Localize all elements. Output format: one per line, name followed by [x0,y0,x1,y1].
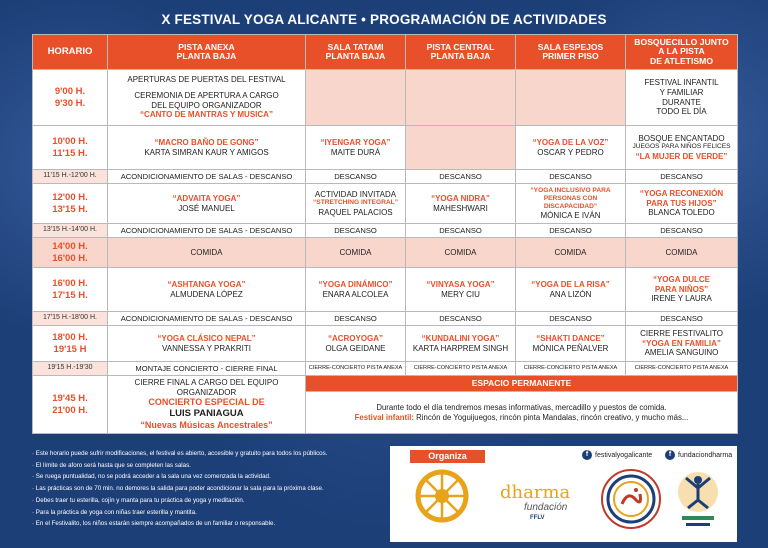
notes-list [32,448,372,530]
organiza-label: Organiza [410,450,485,463]
page-title: X FESTIVAL YOGA ALICANTE • PROGRAMACIÓN DE ACTIVIDADES [161,12,607,27]
table-row [33,326,738,362]
activity-cell: ACTIVIDAD INVITADA “STRETCHING INTEGRAL” RAQUEL PALACIOS [306,184,406,224]
table-row [33,126,738,170]
time-cell: 12'00 H. 13'15 H. [33,184,108,224]
note-item: · Debes traer tu esterilla, cojín y manta para tu práctica de yoga y meditación. [32,496,245,504]
descanso-cell: DESCANSO [406,224,516,238]
social-festival[interactable] [582,450,652,460]
activity-cell: BOSQUE ENCANTADO JUEGOS PARA NIÑOS FELICES “LA MUJER DE VERDE” [626,126,738,170]
time-cell: 19'15 H.-19'30 [33,362,108,376]
activity-cell: APERTURAS DE PUERTAS DEL FESTIVAL CEREMONIA DE APERTURA A CARGO DEL EQUIPO ORGANIZADOR “CANTO DE MANTRAS Y MUSICA” [108,70,306,126]
time-cell: 11'15 H.-12'00 H. [33,170,108,184]
activity-cell: CIERRE FESTIVALITO “YOGA EN FAMILIA” AMELIA SANGUINO [626,326,738,362]
header-sala-tatami: SALA TATAMI PLANTA BAJA [306,35,406,70]
header-row [33,35,738,70]
comida-cell: COMIDA [306,238,406,268]
time-cell: 10'00 H. 11'15 H. [33,126,108,170]
facebook-icon: f [582,450,592,460]
time-cell: 18'00 H. 19'15 H [33,326,108,362]
activity-cell: “ACROYOGA” OLGA GEIDANE [306,326,406,362]
descanso-cell: DESCANSO [406,312,516,326]
cierre-cell: CIERRE-CONCIERTO PISTA ANEXA [626,362,738,376]
fflv-text: FFLV [530,515,545,521]
descanso-cell: DESCANSO [516,224,626,238]
activity-cell: “YOGA DULCE PARA NIÑOS” IRENE Y LAURA [626,268,738,312]
descanso-cell: ACONDICIONAMIENTO DE SALAS - DESCANSO [108,224,306,238]
descanso-cell: DESCANSO [626,224,738,238]
note-item: · El límite de aforo será hasta que se completen las salas. [32,461,191,469]
activity-cell: “YOGA DINÁMICO” ENARA ALCOLEA [306,268,406,312]
activity-cell: “YOGA RECONEXIÓN PARA TUS HIJOS” BLANCA TOLEDO [626,184,738,224]
empty-cell [516,70,626,126]
sponsor-panel [390,446,737,542]
note-item: · En el Festivalito, los niños estarán siempre acompañados de un familiar o responsable. [32,520,276,528]
time-cell: 9'00 H. 9'30 H. [33,70,108,126]
header-pista-anexa: PISTA ANEXA PLANTA BAJA [108,35,306,70]
descanso-cell: DESCANSO [306,224,406,238]
activity-cell: “ASHTANGA YOGA” ALMUDENA LÓPEZ [108,268,306,312]
activity-cell: “SHAKTI DANCE” MÓNICA PEÑALVER [516,326,626,362]
time-cell: 13'15 H.-14'00 H. [33,224,108,238]
empty-cell [406,126,516,170]
time-cell: 19'45 H. 21'00 H. [33,376,108,434]
descanso-cell: ACONDICIONAMIENTO DE SALAS - DESCANSO [108,170,306,184]
social-handle: fundaciondharma [678,451,733,459]
activity-cell: “IYENGAR YOGA” MAITE DURÁ [306,126,406,170]
table-row [33,376,738,392]
descanso-cell: DESCANSO [516,312,626,326]
comida-cell: COMIDA [406,238,516,268]
note-item: · Se ruega puntualidad, no se podrá acceder a la sala una vez comenzada la actividad. [32,473,271,481]
espacio-permanente-title: ESPACIO PERMANENTE [306,376,738,392]
time-cell: 17'15 H.-18'00 H. [33,312,108,326]
social-handle: festivalyogalicante [595,451,653,459]
table-row [33,170,738,184]
cierre-cell: CIERRE-CONCIERTO PISTA ANEXA [516,362,626,376]
comida-cell: COMIDA [626,238,738,268]
facebook-icon: f [665,450,675,460]
activity-cell: FESTIVAL INFANTIL Y FAMILIAR DURANTE TODO EL DÍA [626,70,738,126]
descanso-cell: ACONDICIONAMIENTO DE SALAS - DESCANSO [108,312,306,326]
descanso-cell: DESCANSO [516,170,626,184]
comida-cell: COMIDA [108,238,306,268]
activity-cell: “YOGA DE LA VOZ” OSCAR Y PEDRO [516,126,626,170]
activity-cell: “YOGA NIDRA” MAHESHWARI [406,184,516,224]
empty-cell [306,70,406,126]
descanso-cell: DESCANSO [406,170,516,184]
activity-cell: “YOGA DE LA RISA” ANA LIZÓN [516,268,626,312]
activity-cell: “KUNDALINI YOGA” KARTA HARPREM SINGH [406,326,516,362]
social-fundacion[interactable] [665,450,732,460]
cierre-cell: CIERRE-CONCIERTO PISTA ANEXA [306,362,406,376]
activity-cell: “YOGA CLÁSICO NEPAL” VANNESSA Y PRAKRITI [108,326,306,362]
time-cell: 16'00 H. 17'15 H. [33,268,108,312]
descanso-cell: DESCANSO [626,312,738,326]
activity-cell: “ADVAITA YOGA” JOSÉ MANUEL [108,184,306,224]
activity-cell: “MACRO BAÑO DE GONG” KARTA SIMRAN KAUR Y AMIGOS [108,126,306,170]
dharma-logo-text: dharma [500,482,571,503]
yoga-day-logo-icon [672,468,724,530]
empty-cell [406,70,516,126]
note-item: · Para la práctica de yoga con niñas traer esterilla y mantita. [32,508,197,516]
activity-cell: “VINYASA YOGA” MERY CIU [406,268,516,312]
activity-cell: “YOGA INCLUSIVO PARA PERSONAS CON DISCAPACIDAD” MÓNICA E IVÁN [516,184,626,224]
schedule-table [32,34,738,434]
cierre-cell: CIERRE-CONCIERTO PISTA ANEXA [406,362,516,376]
fundacion-text: fundación [524,502,568,513]
header-sala-espejos: SALA ESPEJOS PRIMER PISO [516,35,626,70]
note-item: · Las prácticas son de 70 min. no demores la salida para poder acondicionar la sala para la próxima clase. [32,485,324,493]
descanso-cell: DESCANSO [306,170,406,184]
descanso-cell: DESCANSO [306,312,406,326]
espacio-permanente-body: Durante todo el día tendremos mesas informativas, mercadillo y puestos de comida. Festival infantil: Rincón de Yoguijuegos, rincón pinta Mandalas, rincón creativo, y mucho más... [306,392,738,434]
table-row [33,268,738,312]
concierto-cell: CIERRE FINAL A CARGO DEL EQUIPO ORGANIZADOR CONCIERTO ESPECIAL DE LUIS PANIAGUA “Nuevas Músicas Ancestrales” [108,376,306,434]
table-row [33,362,738,376]
dharma-wheel-icon [414,468,470,524]
note-item: · Este horario puede sufrir modificaciones, el festival es abierto, accesible y gratuito para todos los públicos. [32,450,328,457]
header-horario: HORARIO [33,35,108,70]
header-bosquecillo: BOSQUECILLO JUNTO A LA PISTA DE ATLETISMO [626,35,738,70]
table-row [33,224,738,238]
table-row [33,70,738,126]
descanso-cell: DESCANSO [626,170,738,184]
om-festival-logo-icon [600,468,662,530]
montaje-cell: MONTAJE CONCIERTO - CIERRE FINAL [108,362,306,376]
header-pista-central: PISTA CENTRAL PLANTA BAJA [406,35,516,70]
table-row [33,312,738,326]
table-row [33,184,738,224]
comida-cell: COMIDA [516,238,626,268]
table-row [33,238,738,268]
time-cell: 14'00 H. 16'00 H. [33,238,108,268]
